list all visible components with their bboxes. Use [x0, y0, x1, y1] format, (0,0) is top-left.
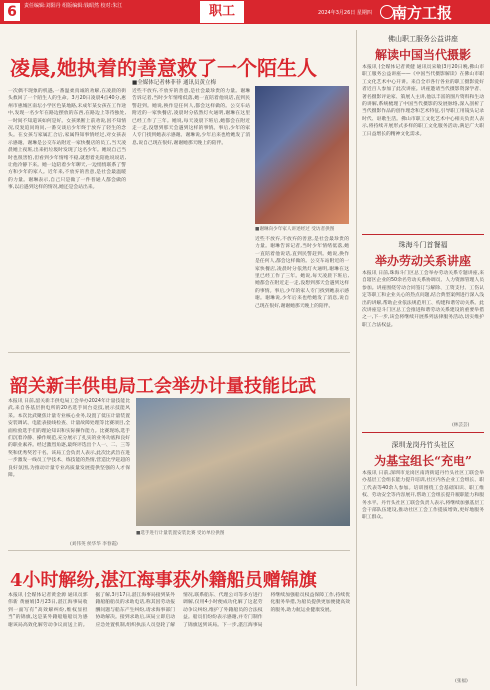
article2-credit: (刘伟英 侯华华 李春霞): [70, 542, 118, 547]
article3-body: 本报讯 (全媒体记者黄金源 通讯员郭伟新 黄丽娟)3月23日,湛江海事局收到一面写有“高效解纠纷,维权显担当”的锦旗,这是某外籍船舶船员为感谢该局高效化解劳动争议而送上的。据了解,3月17日,湛江海事局接到某外籍船舶船员的求助电话,称其因劳动报酬问题与船东产生纠纷,请求海事部门协助解决。接到求助后,该局立即启动应急处置机制,组织执法人员登轮了解情况,联系船东、代理公司等多方进行调解,仅用4小时便成功化解了这起劳动争议纠纷,维护了外籍船员的合法权益。船员们纷纷表示感谢,并专门制作了锦旗送到该局。下一步,湛江海事局将继续加强船员权益保障工作,持续优化服务举措,为船员提供更加便捷高效的服务,助力航运业健康发展。: [8, 593, 350, 628]
sidebar2-title: 举办劳动关系讲座: [374, 254, 471, 268]
issue-date: 2024年3月26日 星期四: [318, 10, 372, 16]
sidebar3-kicker: 深圳龙岗丹竹头社区: [391, 441, 455, 449]
sidebar3-credit: (张福): [455, 679, 468, 684]
article2-photo-caption: ■选手进行计量装置安装比赛 受访单位供图: [136, 531, 225, 536]
editor-info: 责任编辑:刘阳丹 组版编辑:钱昭然 校对:朱江: [24, 3, 123, 9]
sidebar1-title: 解读中国当代摄影: [374, 48, 471, 62]
sidebar-rule: [362, 432, 484, 433]
article1-body-col2: 近些不放弃,不放弃的善意,是社会最珍贵的力量。谢琳告诉记者,当时少年情绪低落,她一直陪着他说话,直到民警赶到。她说,换作是任何人,都会这样做的。公交车站附近的一家快餐店,凌晨时分依然灯火通明,谢琳在这里已经工作了三年。她说,每天凌晨下班后,她都会在附近走一走,没想到那天会遇到这样的事情。事后,少年的家人专门找到她表示感谢。谢琳说,少年后来也给她发了消息,说自己现在很好,谢谢她那天晚上的陪伴。: [132, 89, 250, 146]
divider: [8, 352, 350, 353]
sidebar3-title: 为基宝组长“充电”: [374, 454, 472, 468]
page-number: 6: [4, 3, 20, 21]
article2-title: 韶关新丰供电局工会举办计量技能比武: [10, 376, 316, 397]
sidebar-divider: [356, 30, 357, 686]
sidebar1-kicker: 佛山职工服务公益讲座: [388, 35, 458, 43]
article2-body: 本报讯 日前,韶关新丰供电局工会举办2024年计量技能比武,来自各基层供电所的20名选手同台竞技,展示技能风采。本次比武聚焦计量专业核心业务,设置了低压计量装置安装调试、电能表接线检查、计量故障处理等比赛项目,全面检验选手们的理论知识和实际操作能力。比赛现场,选手们沉着冷静、操作规范,充分展示了扎实的业务功底和良好的职业素养。经过激烈角逐,最终评选出个人一、二、三等奖和优秀奖若干名。该局工会负责人表示,此次比武旨在进一步激发一线员工学技术、练技能的热情,营造比学赶超的良好氛围,为推动计量专业高质量发展提供坚强的人才保障。: [8, 399, 130, 479]
sidebar3-body: 本报讯 日前,深圳市龙岗区南湾街道丹竹头社区工联会举办基层工会组长能力提升培训,社区内各企业工会组长、职工代表等40余人参加。培训围绕工会基础知识、职工维权、劳动安全等内容展开,帮助工会组长提升履职能力和服务水平。丹竹头社区工联会负责人表示,将继续加强基层工会干部队伍建设,推动社区工会工作提质增效,更好地服务职工群众。: [362, 471, 484, 521]
article1-byline: ■全媒体记者林菲菲 通讯员黄立梅: [132, 80, 216, 86]
divider: [8, 550, 350, 551]
article2-photo: [136, 398, 350, 526]
article1-body-col1: 一次偶不现象的机遇,一番温柔真诚的劝解,在凌晨的街头救回了一个陌生人的生命。3月20日凌晨4点40分,惠州市惠城区南坛小学区色某地路,未成年某女孩在工作途中,发现一名少年在路边摆放的东西,在路边上等待独处,一时间不知道该如何是好。女孩果断上前劝说,因不知情况,反复追问询问,一番交谈后少年终于放弃了轻生的念头。在女孩与家属汇合后,家属得知事情经过,对女孩表示感谢。谢琳是公交车站附近一家快餐店的员工,当天凌晨她上夜班,出来扔垃圾时发现了这名少年。她说自己当时也很害怕,但看到少年情绪不稳,就想着先陪他说说话,让他冷静下来。她一边陪着少年聊天,一边悄悄联系了警方和少年的家人。近年来,不放弃的善意,是社会最温暖的力量。谢琳表示,自己只是做了一件普通人都会做的事,以后遇到这样的情况,她还是会站出来。: [8, 89, 126, 191]
sidebar-rule: [362, 234, 484, 235]
sidebar1-body: 本报讯 (全媒体记者黄健 通讯员宋敏)3月20日晚,佛山市职工服务公益讲座——《中国当代摄影解读》在佛山市职工文化艺术中心开讲。来自全市各行各业的职工摄影爱好者近百人参加了此次讲座。讲座邀请当代摄影资深学者、著名摄影评论家、策展人主讲,他以丰富的图片资料和生动的讲解,系统梳理了中国当代摄影的发展脉络,深入剖析了当代摄影作品的创作理念和艺术特征,引导职工用镜头记录时代、讴歌生活。佛山市职工文化艺术中心相关负责人表示,将持续开展形式多样的职工文化服务活动,满足广大职工日益增长的精神文化需求。: [362, 65, 484, 137]
article1-body-col3: 近些不放弃,不放弃的善意,是社会最珍贵的力量。谢琳告诉记者,当时少年情绪低落,她一直陪着他说话,直到民警赶到。她说,换作是任何人,都会这样做的。公交车站附近的一家快餐店,凌晨时分依然灯火通明,谢琳在这里已经工作了三年。她说,每天凌晨下班后,她都会在附近走一走,没想到那天会遇到这样的事情。事后,少年的家人专门找到她表示感谢。谢琳说,少年后来也给她发了消息,说自己现在很好,谢谢她那天晚上的陪伴。: [255, 237, 349, 309]
article1-photo: [255, 86, 349, 224]
article1-title: 凌晨,她执着的善意救了一个陌生人: [10, 56, 317, 80]
section-label: 职工: [200, 1, 244, 23]
article1-photo-caption: ■谢琳向少年家人讲述经过 受访者供图: [255, 227, 335, 232]
newspaper-logo: 南方工报: [392, 4, 453, 22]
sidebar2-credit: (林芸芸): [452, 423, 470, 428]
sidebar2-kicker: 珠海斗门首餐福: [398, 241, 448, 249]
sidebar2-body: 本报讯 日前,珠海斗门区总工会举办劳动关系专题讲座,来自辖区企业的50余名劳动关系协调员、人力资源管理人员参加。讲座围绕劳动合同签订与解除、工资支付、工伤认定等职工和企业关心的热点问题,结合典型案例进行深入浅出的讲解,帮助企业依法规范用工、构建和谐劳动关系。此次讲座是斗门区总工会推进和谐劳动关系建设的重要举措之一,下一步,该会将继续开展系列法律服务活动,切实维护职工合法权益。: [362, 271, 484, 328]
article3-title: 4小时解纷,湛江海事获外籍船员赠锦旗: [10, 570, 317, 591]
